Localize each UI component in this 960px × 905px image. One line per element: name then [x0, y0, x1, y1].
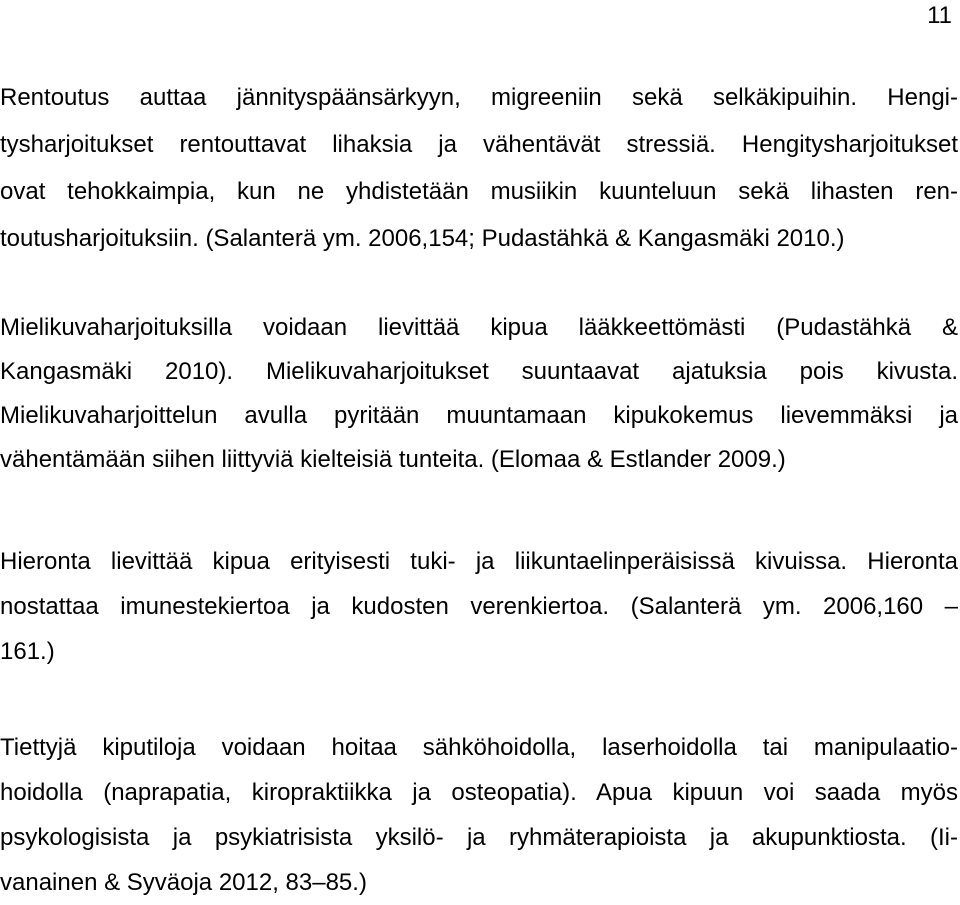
text-line: Kangasmäki 2010). Mielikuvaharjoitukset suuntaavat ajatuksia pois kivusta. — [0, 358, 958, 385]
text-line: 161.) — [0, 638, 55, 665]
text-line: nostattaa imunestekiertoa ja kudosten verenkiertoa. (Salanterä ym. 2006,160 – — [0, 593, 958, 620]
text-line: ovat tehokkaimpia, kun ne yhdistetään musiikin kuunteluun sekä lihasten ren- — [0, 178, 958, 205]
paragraph-relaxation — [0, 74, 958, 262]
text-line: Rentoutus auttaa jännityspäänsärkyyn, migreeniin sekä selkäkipuihin. Hengi- — [0, 84, 958, 111]
text-line: toutusharjoituksiin. (Salanterä ym. 2006,154; Pudastähkä & Kangasmäki 2010.) — [0, 225, 845, 252]
text-line: psykologisista ja psykiatrisista yksilö- ja ryhmäterapioista ja akupunktiosta. (Ii- — [0, 824, 958, 851]
paragraph-therapies — [0, 725, 958, 905]
paragraph-imagery — [0, 306, 958, 482]
text-line: Tiettyjä kiputiloja voidaan hoitaa sähköhoidolla, laserhoidolla tai manipulaatio- — [0, 734, 958, 761]
text-line: vähentämään siihen liittyviä kielteisiä tunteita. (Elomaa & Estlander 2009.) — [0, 446, 786, 473]
paragraph-massage — [0, 539, 958, 674]
text-line: Hieronta lievittää kipua erityisesti tuki- ja liikuntaelinperäisissä kivuissa. Hieronta — [0, 548, 958, 575]
page-number: 11 — [927, 2, 952, 29]
text-line: vanainen & Syväoja 2012, 83–85.) — [0, 869, 367, 896]
text-line: Mielikuvaharjoituksilla voidaan lievittää kipua lääkkeettömästi (Pudastähkä & — [0, 314, 958, 341]
text-line: tysharjoitukset rentouttavat lihaksia ja vähentävät stressiä. Hengitysharjoitukset — [0, 131, 958, 158]
text-line: hoidolla (naprapatia, kiropraktiikka ja osteopatia). Apua kipuun voi saada myös — [0, 779, 958, 806]
text-line: Mielikuvaharjoittelun avulla pyritään muuntamaan kipukokemus lievemmäksi ja — [0, 402, 958, 429]
